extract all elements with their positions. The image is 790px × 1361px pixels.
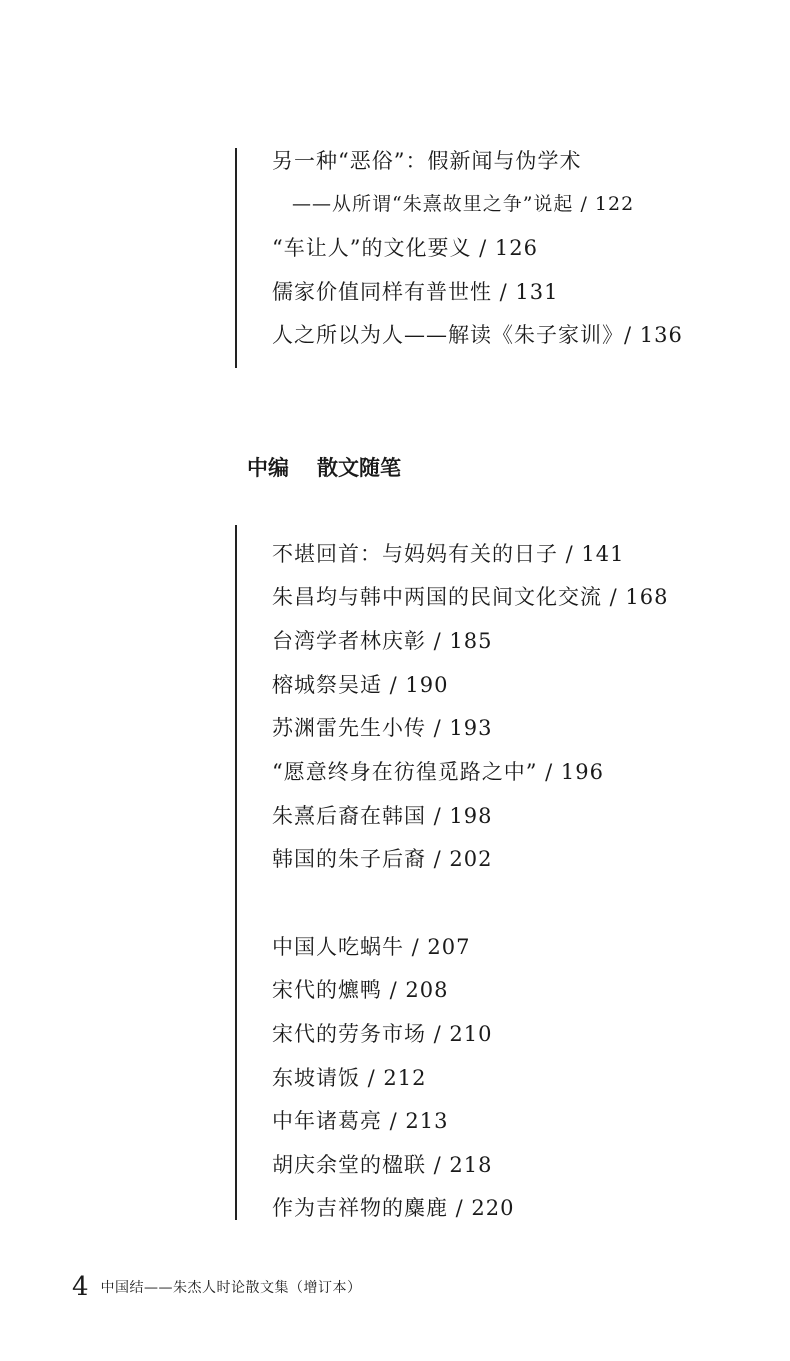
toc-entry: 宋代的劳务市场 / 210 bbox=[272, 1022, 493, 1046]
toc-entry: “愿意终身在彷徨觅路之中” / 196 bbox=[272, 760, 604, 784]
page-footer bbox=[72, 1272, 362, 1302]
toc-entry: 胡庆余堂的楹联 / 218 bbox=[272, 1153, 493, 1177]
section-part-label: 中编 bbox=[247, 455, 289, 480]
toc-entry: 朱熹后裔在韩国 / 198 bbox=[272, 804, 493, 828]
toc-entry: 台湾学者林庆彰 / 185 bbox=[272, 629, 493, 653]
toc-entry: 作为吉祥物的麋鹿 / 220 bbox=[272, 1196, 515, 1220]
toc-entry-subtitle: ——从所谓“朱熹故里之争”说起 / 122 bbox=[292, 193, 635, 215]
toc-entry: 榕城祭吴适 / 190 bbox=[272, 673, 449, 697]
toc-entry: 宋代的爊鸭 / 208 bbox=[272, 978, 449, 1002]
toc-entry: 另一种“恶俗”：假新闻与伪学术 bbox=[272, 149, 582, 173]
toc-entry: 中国人吃蜗牛 / 207 bbox=[272, 935, 471, 959]
section-heading bbox=[247, 454, 401, 482]
toc-entry: 苏渊雷先生小传 / 193 bbox=[272, 716, 493, 740]
margin-rule-top bbox=[235, 148, 237, 368]
toc-entry: 人之所以为人——解读《朱子家训》/ 136 bbox=[272, 323, 683, 347]
section-title-label: 散文随笔 bbox=[317, 455, 401, 480]
margin-rule-bottom bbox=[235, 525, 237, 1220]
page-number: 4 bbox=[72, 1272, 89, 1302]
toc-entry: 中年诸葛亮 / 213 bbox=[272, 1109, 449, 1133]
running-title: 中国结——朱杰人时论散文集（增订本） bbox=[100, 1280, 362, 1296]
toc-entry: “车让人”的文化要义 / 126 bbox=[272, 236, 538, 260]
toc-entry: 朱昌均与韩中两国的民间文化交流 / 168 bbox=[272, 585, 669, 609]
toc-entry: 东坡请饭 / 212 bbox=[272, 1066, 427, 1090]
toc-entry: 韩国的朱子后裔 / 202 bbox=[272, 847, 493, 871]
toc-entry: 儒家价值同样有普世性 / 131 bbox=[272, 280, 559, 304]
toc-entry: 不堪回首：与妈妈有关的日子 / 141 bbox=[272, 542, 625, 566]
